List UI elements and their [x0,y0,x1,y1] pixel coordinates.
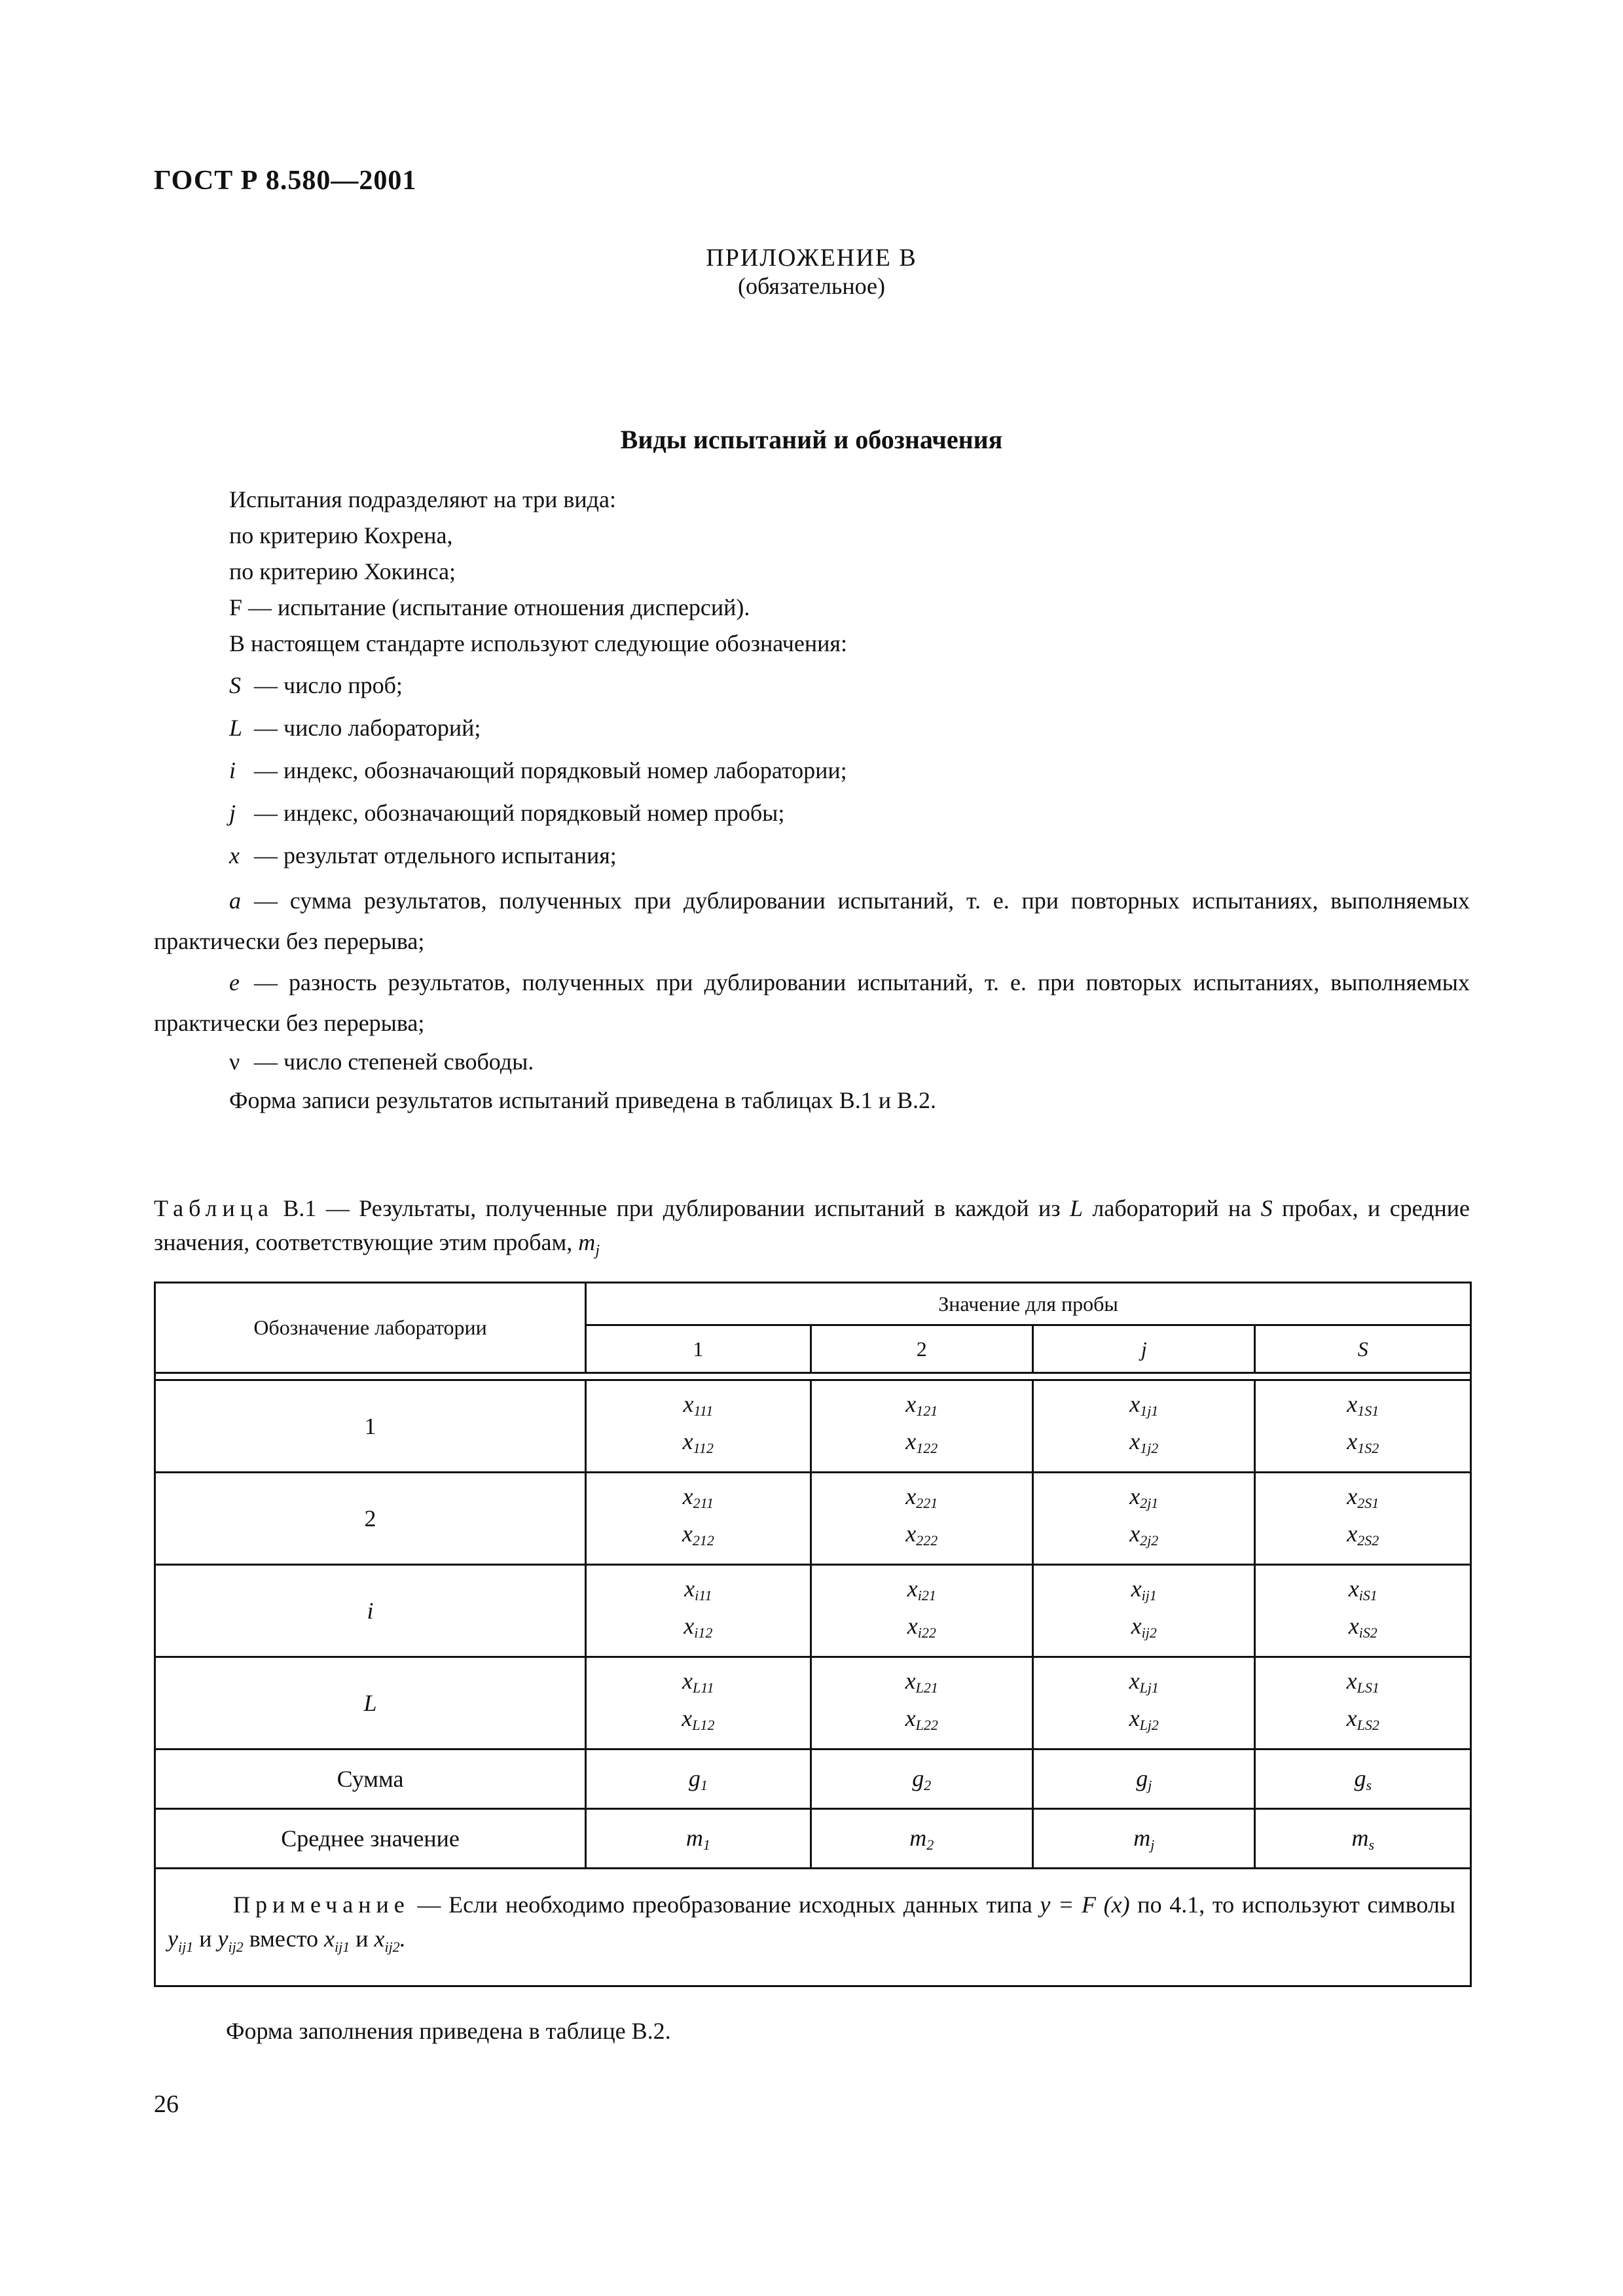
result-index: ij2 [1141,1624,1157,1641]
caption-subscript: j [595,1242,600,1260]
notation-item [154,880,1470,961]
result-index: 212 [692,1532,714,1549]
result-symbol: x [1131,1575,1142,1602]
result-value [812,1426,1032,1463]
result-value [1034,1703,1254,1740]
result-index: 2S2 [1357,1532,1379,1549]
result-value [812,1389,1032,1426]
result-symbol: x [1131,1613,1142,1639]
result-index: 1S2 [1357,1440,1379,1456]
result-index: i12 [694,1624,713,1641]
notation-text: — результат отдельного испытания; [254,842,617,869]
notation-item [154,1048,1545,1075]
notation-symbol: j [229,800,236,826]
appendix-status: (обязательное) [738,273,885,299]
result-symbol: x [905,1668,916,1694]
notation-text: — индекс, обозначающий порядковый номер пробы; [254,800,785,826]
result-index: iS1 [1359,1587,1377,1604]
table-note [155,1869,1471,1986]
result-value [1034,1666,1254,1703]
sum-row-symbol: g [1136,1765,1148,1791]
result-symbol: x [907,1613,918,1639]
result-index: L11 [693,1679,714,1696]
lab-cell: i [155,1565,586,1657]
result-symbol: x [1129,1705,1140,1731]
result-symbol: x [1348,1613,1359,1639]
header-lab-designation: Обозначение лаборатории [155,1283,586,1373]
notation-item [154,842,1545,869]
result-value [1256,1389,1470,1426]
sum-row [155,1749,1471,1809]
note-text: и [193,1926,218,1952]
notation-text: — число лабораторий; [254,715,481,741]
result-value [812,1481,1032,1518]
result-symbol: x [684,1613,695,1639]
notation-symbol: ν [229,1049,240,1075]
sum-row-value [811,1749,1032,1809]
result-index: 2j2 [1140,1532,1159,1549]
separator-cell [155,1373,1471,1380]
notation-symbol: i [229,757,236,783]
result-symbol: x [684,1575,695,1602]
result-value [812,1611,1032,1648]
result-symbol: x [682,1428,693,1454]
result-index: Lj2 [1139,1717,1159,1733]
value-cell [811,1473,1032,1565]
sum-row-index: 1 [700,1776,708,1793]
page-number: 26 [154,2090,179,2118]
table-row [155,1473,1471,1565]
result-value [812,1703,1032,1740]
result-symbol: x [1347,1428,1358,1454]
result-index: 122 [916,1440,938,1456]
lab-cell: 1 [155,1380,586,1473]
result-symbol: x [682,1483,693,1509]
result-index: 211 [693,1495,714,1511]
mean-row-value [811,1809,1032,1869]
value-cell [1033,1473,1255,1565]
result-symbol: x [905,1483,917,1509]
result-index: L12 [692,1717,715,1733]
note-symbol: $y_{ij2}$ [217,1926,244,1956]
value-cell [586,1473,811,1565]
note-row [155,1869,1471,1986]
note-text: по 4.1, то используют символы [1129,1892,1456,1918]
value-cell [811,1565,1032,1657]
result-index: 2S1 [1357,1495,1379,1511]
result-symbol: x [682,1520,693,1547]
notation-text: — индекс, обозначающий порядковый номер лаборатории; [254,757,847,783]
value-cell [1255,1565,1471,1657]
note-text: — Если необходимо преобразование исходных данных типа [409,1892,1040,1918]
result-index: 121 [916,1403,938,1419]
notation-intro: В настоящем стандарте используют следующие обозначения: [229,630,847,656]
mean-row-symbol: m [685,1824,703,1851]
result-value [1034,1389,1254,1426]
test-type-2: по критерию Хокинса; [229,558,456,584]
caption-text: пробах, и средние значения, соответствующие этим пробам, [154,1195,1470,1255]
result-value [1034,1518,1254,1556]
result-index: L21 [915,1679,938,1696]
mean-row-symbol: m [1133,1824,1151,1851]
result-value [587,1426,809,1463]
mean-row-symbol: m [1351,1824,1369,1851]
result-index: iS2 [1359,1624,1377,1641]
value-cell [1033,1657,1255,1749]
result-symbol: x [1347,1483,1358,1509]
results-table [154,1282,1472,1987]
result-symbol: x [1346,1705,1357,1731]
result-symbol: x [682,1668,693,1694]
note-symbol: $y_{ij1}$ [168,1926,194,1956]
sum-row-symbol: g [1354,1765,1366,1791]
result-value [1034,1426,1254,1463]
mean-row-value [586,1809,811,1869]
table-row [155,1657,1471,1749]
result-value [1256,1666,1470,1703]
fill-note: Форма заполнения приведена в таблице В.2. [226,2018,671,2044]
result-index: 222 [916,1532,938,1549]
result-index: i22 [917,1624,936,1641]
result-symbol: x [905,1705,916,1731]
value-cell [1033,1380,1255,1473]
table-row [155,1565,1471,1657]
notation-symbol: L [229,715,243,741]
lab-cell: L [155,1657,586,1749]
result-value [1034,1573,1254,1611]
result-value [1256,1426,1470,1463]
result-index: 2j1 [1140,1495,1159,1511]
notation-item [154,799,1545,827]
result-value [1256,1611,1470,1648]
result-index: 221 [916,1495,938,1511]
result-symbol: x [1129,1428,1140,1454]
result-value [587,1481,809,1518]
result-symbol: x [1346,1668,1357,1694]
result-symbol: x [1347,1391,1358,1417]
note-formula: y = F (x) [1040,1892,1130,1918]
notation-text: — сумма результатов, полученных при дублировании испытаний, т. е. при повторных испытаниях, выполняемых практически без перерыва; [154,888,1470,954]
result-symbol: x [682,1705,693,1731]
mean-row-index: 1 [702,1836,710,1853]
result-value [812,1573,1032,1611]
result-value [587,1573,809,1611]
result-index: 111 [693,1403,714,1419]
value-cell [1255,1657,1471,1749]
result-index: 1S1 [1357,1403,1379,1419]
header-sample: S [1255,1325,1471,1373]
mean-row-value [1255,1809,1471,1869]
notation-text: — разность результатов, полученных при дублировании испытаний, т. е. при повторых испытаниях, выполняемых практически без перерыва; [154,969,1470,1036]
appendix-title: ПРИЛОЖЕНИЕ В [706,244,917,272]
result-value [1256,1481,1470,1518]
sum-row-value [1033,1749,1255,1809]
notation-item [154,757,1545,784]
caption-symbol: L [1069,1195,1083,1221]
result-symbol: x [1129,1483,1140,1509]
notation-symbol: S [229,672,241,698]
result-value [812,1518,1032,1556]
result-index: LS1 [1357,1679,1379,1696]
note-symbol: $x_{ij2}$. [374,1926,406,1956]
result-symbol: x [907,1575,918,1602]
sum-row-symbol: g [912,1765,924,1791]
result-value [587,1666,809,1703]
sum-row-label: Сумма [155,1749,586,1809]
header-sample-value: Значение для пробы [586,1283,1471,1325]
result-index: LS2 [1357,1717,1379,1733]
value-cell [586,1380,811,1473]
value-cell [1255,1380,1471,1473]
header-sample: 2 [811,1325,1032,1373]
section-title: Виды испытаний и обозначения [620,425,1003,454]
result-symbol: x [1129,1391,1140,1417]
test-type-1: по критерию Кохрена, [229,522,453,548]
result-value [812,1666,1032,1703]
notation-item [154,672,1545,699]
value-cell [586,1565,811,1657]
note-text: и [350,1926,374,1952]
intro-line: Испытания подразделяют на три вида: [229,486,616,512]
mean-row-value [1033,1809,1255,1869]
sum-row-index: 2 [924,1776,932,1793]
lab-cell: 2 [155,1473,586,1565]
value-cell [586,1657,811,1749]
caption-label: Таблица [154,1195,274,1221]
caption-text: — Результаты, полученные при дублировании испытаний в каждой из [316,1195,1070,1221]
value-cell [1255,1473,1471,1565]
form-note: Форма записи результатов испытаний приведена в таблицах В.1 и В.2. [229,1087,937,1113]
caption-symbol: m [578,1229,596,1255]
result-symbol: x [683,1391,694,1417]
mean-row-label: Среднее значение [155,1809,586,1869]
result-symbol: x [905,1391,917,1417]
notation-item [154,714,1545,742]
caption-symbol: S [1260,1195,1273,1221]
sum-row-value [1255,1749,1471,1809]
result-index: 112 [693,1440,714,1456]
notation-symbol: x [229,842,240,869]
note-label: Примечание [233,1892,410,1918]
result-value [1256,1518,1470,1556]
notation-text: — число степеней свободы. [254,1049,534,1075]
result-index: i21 [917,1587,936,1604]
result-value [587,1518,809,1556]
value-cell [1033,1565,1255,1657]
value-cell [811,1657,1032,1749]
notation-item [154,962,1470,1043]
result-symbol: x [1347,1520,1358,1547]
header-sample: j [1033,1325,1255,1373]
result-symbol: x [1129,1520,1140,1547]
result-index: ij1 [1141,1587,1157,1604]
header-separator [155,1373,1471,1380]
result-symbol: x [1348,1575,1359,1602]
mean-row-index: j [1150,1836,1155,1853]
result-index: 1j1 [1140,1403,1159,1419]
result-value [1256,1703,1470,1740]
result-value [1034,1481,1254,1518]
document-code: ГОСТ Р 8.580—2001 [154,166,417,196]
result-value [1256,1573,1470,1611]
mean-row [155,1809,1471,1869]
result-symbol: x [905,1520,917,1547]
notation-symbol: e [229,969,240,996]
note-symbol: $x_{ij1}$ [323,1926,350,1956]
result-value [587,1389,809,1426]
mean-row-symbol: m [909,1824,927,1851]
value-cell [811,1380,1032,1473]
test-type-3: F — испытание (испытание отношения дисперсий). [229,594,750,620]
notation-symbol: a [229,888,241,914]
result-index: 1j2 [1140,1440,1159,1456]
table-row [155,1380,1471,1473]
result-value [1034,1611,1254,1648]
mean-row-index: s [1368,1836,1375,1853]
sum-row-value [586,1749,811,1809]
result-value [587,1611,809,1648]
mean-row-index: 2 [926,1836,934,1853]
header-sample: 1 [586,1325,811,1373]
caption-number: В.1 [283,1195,317,1221]
result-index: Lj1 [1139,1679,1159,1696]
note-text: вместо [243,1926,324,1952]
result-index: i11 [695,1587,712,1604]
result-value [587,1703,809,1740]
table-caption [154,1191,1470,1268]
result-symbol: x [1129,1668,1140,1694]
result-index: L22 [915,1717,938,1733]
notation-text: — число проб; [254,672,403,698]
result-symbol: x [905,1428,917,1454]
sum-row-index: j [1148,1776,1152,1793]
caption-text: лабораторий на [1083,1195,1261,1221]
sum-row-index: s [1366,1776,1372,1793]
sum-row-symbol: g [688,1765,701,1791]
